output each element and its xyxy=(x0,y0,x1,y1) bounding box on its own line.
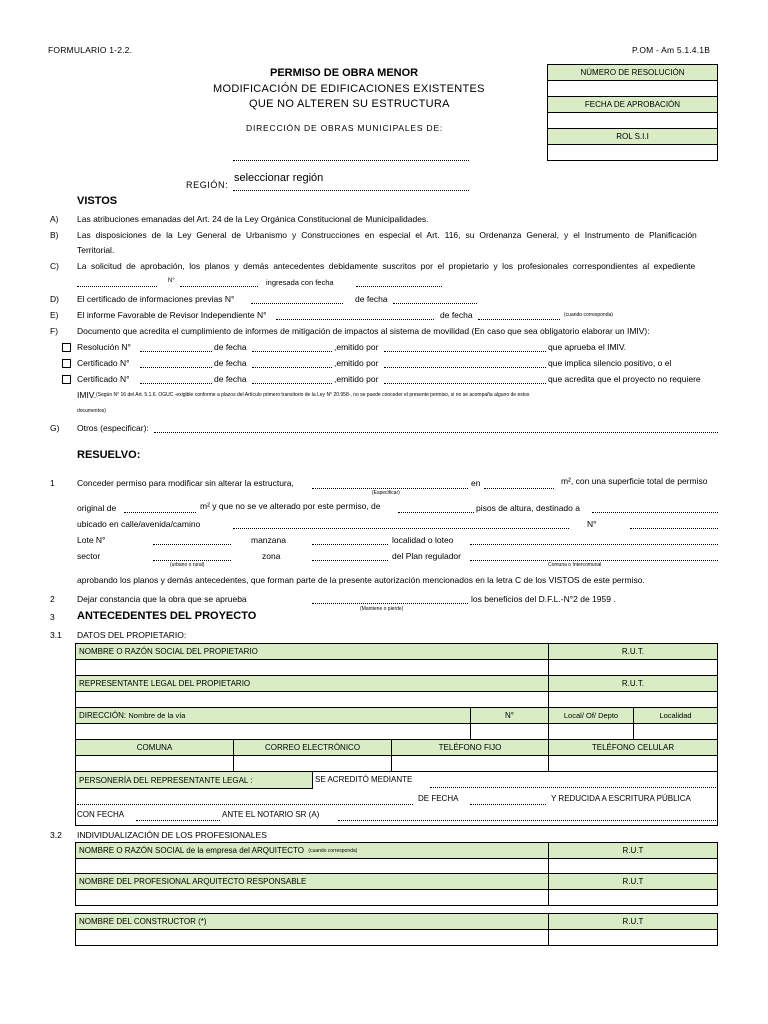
manzana-label: manzana xyxy=(251,535,286,545)
propietario-rut-field[interactable] xyxy=(548,659,718,676)
plan-label: del Plan regulador xyxy=(392,551,461,561)
f-row3-end: que acredita que el proyecto no requiere xyxy=(548,374,701,384)
revisor-date-field[interactable] xyxy=(478,319,560,320)
expediente-no-label: N° xyxy=(168,278,175,284)
de-fecha-label: DE FECHA xyxy=(418,794,459,803)
expediente-number-field[interactable] xyxy=(180,286,258,287)
f-row3-number[interactable] xyxy=(140,383,212,384)
zona-label: zona xyxy=(262,551,281,561)
mantiene-field[interactable] xyxy=(312,603,468,604)
lote-label: Lote N° xyxy=(77,535,106,545)
aprobando-text: aprobando los planos y demás antecedentes, que forman parte de la presente autorización mencionados en la letra C de los VISTOS de este permiso. xyxy=(77,575,645,585)
approval-date-label: FECHA DE APROBACIÓN xyxy=(548,97,717,113)
vistos-c-text: La solicitud de aprobación, los planos y demás antecedentes debidamente suscritos por el propietario y los profesionales correspondientes al expediente xyxy=(77,261,696,271)
arq-empresa-label: NOMBRE O RAZÓN SOCIAL de la empresa del ARQUITECTO xyxy=(79,846,304,855)
f-row1-emitido: ,emitido por xyxy=(334,342,379,352)
alterado-label: m² y que no se ve alterado por este permiso, de xyxy=(200,501,381,511)
section-number: 3.1 xyxy=(50,630,62,640)
numero-col-label: N° xyxy=(470,707,549,724)
cip-date-label: de fecha xyxy=(355,294,388,304)
arq-empresa-note: (cuando corresponda) xyxy=(308,847,358,854)
superficie-label: m², con una superficie total de permiso xyxy=(561,476,708,486)
constructor-rut-label: R.U.T xyxy=(548,913,718,930)
representante-rut-label: R.U.T. xyxy=(548,675,718,692)
f-row3-label: Certificado N° xyxy=(77,374,130,384)
item-letter: D) xyxy=(50,294,59,304)
f-row2-end: que implica silencio positivo, o el xyxy=(548,358,672,368)
item-letter: F) xyxy=(50,326,59,336)
plan-field[interactable] xyxy=(470,560,718,561)
subtitle-1: MODIFICACIÓN DE EDIFICACIONES EXISTENTES xyxy=(213,83,485,95)
vistos-a-text: Las atribuciones emanadas del Art. 24 de la Ley Orgánica Constitucional de Municipalidades. xyxy=(77,214,429,224)
constructor-field[interactable] xyxy=(75,929,549,946)
propietario-rut-label: R.U.T. xyxy=(548,643,718,660)
f-row2-label: Certificado N° xyxy=(77,358,130,368)
f-row3-emitido: ,emitido por xyxy=(334,374,379,384)
vistos-d-text: El certificado de informaciones previas N° xyxy=(77,294,235,304)
fijo-field[interactable] xyxy=(391,755,549,772)
constructor-rut-field[interactable] xyxy=(548,929,718,946)
propietario-nombre-label: NOMBRE O RAZÓN SOCIAL DEL PROPIETARIO xyxy=(75,643,549,660)
imiv-note: (Según N° 16 del Art. 5.1.6. OGUC -exigible conforme a plazos del Artículo primero transitorio de la Ley N° 20.958-, no se puede conceder el presente permiso, si no se acompaña alguno de estos xyxy=(96,392,530,398)
plan-note: Comuna o Intercomunal xyxy=(548,562,602,568)
especificar-note: (Especificar) xyxy=(372,490,400,496)
en-label: en xyxy=(471,478,481,488)
ingresada-date-field[interactable] xyxy=(356,286,442,287)
pisos-field[interactable] xyxy=(398,512,474,513)
imiv-note-2: documentos) xyxy=(77,408,106,414)
vistos-b-text-2: Territorial. xyxy=(77,245,115,255)
correo-label: CORREO ELECTRÓNICO xyxy=(233,739,392,756)
f-row1-date-label: de fecha xyxy=(214,342,247,352)
f-row1-end: que aprueba el IMIV. xyxy=(548,342,627,352)
propietario-nombre-field[interactable] xyxy=(75,659,549,676)
item-number: 2 xyxy=(50,594,55,604)
original-label: original de xyxy=(77,503,117,513)
celular-label: TELÉFONO CELULAR xyxy=(548,739,718,756)
acredito-field-2[interactable] xyxy=(77,804,413,805)
propietario-heading: DATOS DEL PROPIETARIO: xyxy=(77,630,187,640)
certificado-checkbox-1[interactable] xyxy=(62,359,71,368)
local-col-label: Local/ Of/ Depto xyxy=(548,707,634,724)
profesionales-heading: INDIVIDUALIZACIÓN DE LOS PROFESIONALES xyxy=(77,830,267,840)
celular-field[interactable] xyxy=(548,755,718,772)
resolution-number-field[interactable] xyxy=(548,81,717,97)
resuelvo-heading: RESUELVO: xyxy=(77,449,141,461)
representante-rut-field[interactable] xyxy=(548,691,718,708)
section-number: 3.2 xyxy=(50,830,62,840)
direccion-row xyxy=(75,707,471,724)
item-number: 1 xyxy=(50,478,55,488)
resolution-number-label: NÚMERO DE RESOLUCIÓN xyxy=(548,65,717,81)
m2-field[interactable] xyxy=(484,488,554,489)
manzana-field[interactable] xyxy=(312,544,388,545)
arq-prof-label: NOMBRE DEL PROFESIONAL ARQUITECTO RESPONSABLE xyxy=(75,873,549,890)
dir-numero-field[interactable] xyxy=(470,723,549,740)
arq-prof-field[interactable] xyxy=(75,889,549,906)
rol-field[interactable] xyxy=(548,145,717,160)
representante-field[interactable] xyxy=(75,691,549,708)
notario-field[interactable] xyxy=(338,820,716,821)
dir-localidad-field[interactable] xyxy=(633,723,718,740)
cip-date-field[interactable] xyxy=(393,303,477,304)
region-select[interactable]: seleccionar región xyxy=(234,172,324,184)
calle-field[interactable] xyxy=(233,528,569,529)
con-fecha-field[interactable] xyxy=(136,820,220,821)
region-underline xyxy=(233,190,469,191)
arq-prof-rut-label: R.U.T xyxy=(548,873,718,890)
constancia-label: Dejar constancia que la obra que se aprueba xyxy=(77,594,247,604)
otros-label: Otros (especificar): xyxy=(77,423,149,433)
destino-field[interactable] xyxy=(592,512,718,513)
item-number: 3 xyxy=(50,612,55,622)
personeria-label: PERSONERÍA DEL REPRESENTANTE LEGAL : xyxy=(75,771,313,789)
de-fecha-field[interactable] xyxy=(470,804,546,805)
f-row1-label: Resolución N° xyxy=(77,342,131,352)
acredito-label: SE ACREDITÓ MEDIANTE xyxy=(315,775,413,784)
resuelvo-1-text: Conceder permiso para modificar sin alterar la estructura, xyxy=(77,478,294,488)
arq-empresa-label-cell xyxy=(75,842,549,859)
arq-empresa-rut-label: R.U.T xyxy=(548,842,718,859)
comuna-field[interactable] xyxy=(75,755,234,772)
notario-label: ANTE EL NOTARIO SR (A) xyxy=(222,810,320,819)
form-code: FORMULARIO 1-2.2. xyxy=(48,45,133,55)
approval-date-field[interactable] xyxy=(548,113,717,129)
original-m2-field[interactable] xyxy=(124,512,196,513)
sector-label: sector xyxy=(77,551,101,561)
item-letter: G) xyxy=(50,423,60,433)
vistos-heading: VISTOS xyxy=(77,195,118,207)
f-row3-date[interactable] xyxy=(252,383,332,384)
revisor-date-label: de fecha xyxy=(440,310,473,320)
pisos-label: pisos de altura, destinado a xyxy=(476,503,580,513)
f-row2-number[interactable] xyxy=(140,367,212,368)
pom-code: P.OM - Am 5.1.4.1B xyxy=(632,45,711,55)
con-fecha-label: CON FECHA xyxy=(77,810,125,819)
f-row3-date-label: de fecha xyxy=(214,374,247,384)
localidad-field[interactable] xyxy=(470,544,718,545)
comuna-label: COMUNA xyxy=(75,739,234,756)
ingresada-label: ingresada con fecha xyxy=(266,278,334,287)
via-field[interactable] xyxy=(75,723,471,740)
fijo-label: TELÉFONO FIJO xyxy=(391,739,549,756)
direccion-label: DIRECCIÓN DE OBRAS MUNICIPALES DE: xyxy=(246,123,444,133)
arq-prof-rut-field[interactable] xyxy=(548,889,718,906)
numero-label: N° xyxy=(587,519,597,529)
especificar-field[interactable] xyxy=(312,488,468,489)
imiv-label: IMIV. xyxy=(77,390,97,400)
ubicado-label: ubicado en calle/avenida/camino xyxy=(77,519,201,529)
sector-note: (urbano o rural) xyxy=(170,562,205,568)
rol-label: ROL S.I.I xyxy=(548,129,717,145)
expediente-field[interactable] xyxy=(77,286,157,287)
vistos-b-text: Las disposiciones de la Ley General de Urbanismo y Construcciones en especial el Art. 116, su Ordenanza General, y el Instrumento de Planificación xyxy=(77,230,697,240)
dir-local-field[interactable] xyxy=(548,723,634,740)
otros-field[interactable] xyxy=(154,432,718,433)
f-row2-emitido-field[interactable] xyxy=(384,367,546,368)
item-letter: E) xyxy=(50,310,59,320)
revisor-number-field[interactable] xyxy=(276,319,434,320)
f-row2-date-label: de fecha xyxy=(214,358,247,368)
representante-label: REPRESENTANTE LEGAL DEL PROPIETARIO xyxy=(75,675,549,692)
vistos-f-text: Documento que acredita el cumplimiento de informes de mitigación de impactos al sistema de movilidad (En caso que sea obligatorio elaborar un IMIV): xyxy=(77,326,650,336)
resolucion-checkbox[interactable] xyxy=(62,343,71,352)
f-row1-number[interactable] xyxy=(140,351,212,352)
certificado-checkbox-2[interactable] xyxy=(62,375,71,384)
lote-field[interactable] xyxy=(153,544,231,545)
acredito-field[interactable] xyxy=(430,787,716,788)
f-row1-emitido-field[interactable] xyxy=(384,351,546,352)
sector-field[interactable] xyxy=(153,560,231,561)
numero-field[interactable] xyxy=(630,528,718,529)
cip-number-field[interactable] xyxy=(251,303,343,304)
revisor-note: (cuando corresponda) xyxy=(564,312,613,318)
f-row3-emitido-field[interactable] xyxy=(384,383,546,384)
dfl-label: los beneficios del D.F.L.-N°2 de 1959 . xyxy=(471,594,616,604)
page-title: PERMISO DE OBRA MENOR xyxy=(270,67,419,79)
item-letter: B) xyxy=(50,230,59,240)
direccion-field[interactable] xyxy=(233,160,469,161)
item-letter: A) xyxy=(50,214,59,224)
mantiene-note: (Mantiene o pierde) xyxy=(360,606,404,612)
f-row2-emitido: ,emitido por xyxy=(334,358,379,368)
arq-empresa-rut-field[interactable] xyxy=(548,858,718,874)
resolution-box xyxy=(547,64,718,161)
antecedentes-heading: ANTECEDENTES DEL PROYECTO xyxy=(77,610,257,622)
f-row2-date[interactable] xyxy=(252,367,332,368)
f-row1-date[interactable] xyxy=(252,351,332,352)
direccion-label: DIRECCIÓN: xyxy=(79,711,127,720)
vistos-e-text: El informe Favorable de Revisor Independiente N° xyxy=(77,310,267,320)
constructor-label: NOMBRE DEL CONSTRUCTOR (*) xyxy=(75,913,549,930)
localidad-col-label: Localidad xyxy=(633,707,718,724)
arq-empresa-field[interactable] xyxy=(75,858,549,874)
region-label: REGIÓN: xyxy=(186,180,229,190)
subtitle-2: QUE NO ALTEREN SU ESTRUCTURA xyxy=(249,98,450,110)
escritura-label: Y REDUCIDA A ESCRITURA PÚBLICA xyxy=(551,794,691,803)
correo-field[interactable] xyxy=(233,755,392,772)
via-label: Nombre de la vía xyxy=(128,711,186,720)
item-letter: C) xyxy=(50,261,59,271)
zona-field[interactable] xyxy=(312,560,388,561)
localidad-label: localidad o loteo xyxy=(392,535,454,545)
